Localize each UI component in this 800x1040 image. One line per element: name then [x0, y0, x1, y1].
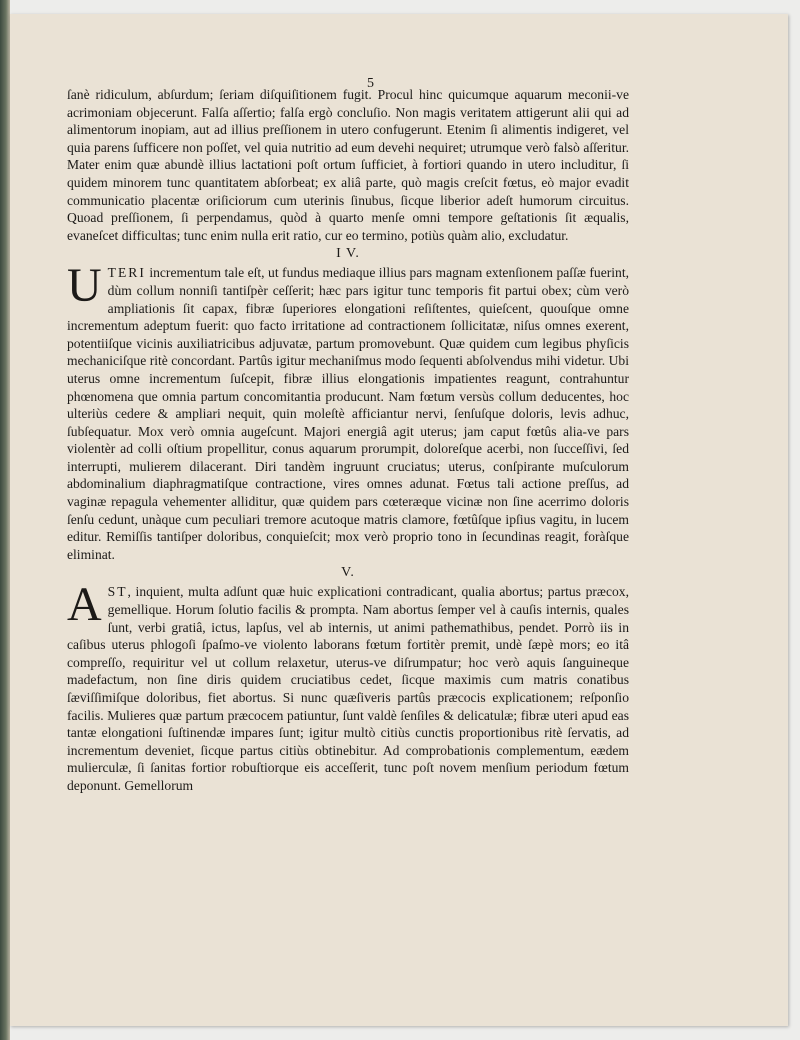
paragraph-intro: ſanè ridiculum, abſurdum; ſeriam diſquiſitionem fugit. Procul hinc quicumque aquarum meconii-ve acrimoniam objecerunt. Falſa aſſertio; falſa ergò concluſio. Non magis veritatem attigerunt alii qui ad alimentorum inopiam, aut ad illius preſſionem in utero confugerunt. Etenim ſi alimentis indigeret, vel quia parens ſufficere non poſſet, vel quia nutritio ad eum devehi nequiret; utrumque verò falsò aſſeritur. Mater enim quæ abundè illius lactationi poſt ortum ſufficiet, à fortiori quando in utero includitur, ſi quidem minorem tunc quantitatem abſorbeat; ex aliâ parte, quò magis creſcit fœtus, eò major evadit communicatio placentæ oriſiciorum cum uterinis ſinubus, ſicque liberior adeſt humorum circuitus. Quoad preſſionem, ſi perpendamus, quòd à quarto menſe omni tempore geſtationis ſit æqualis, evaneſcet difficultas; tunc enim nulla erit ratio, cur eo termino, potiùs quàm alio, excludatur. — [67, 87, 629, 243]
dropcap-u: U — [67, 259, 102, 313]
section-iv-body: incrementum tale eſt, ut fundus mediaque illius pars magnam extenſionem paſſæ fuerint, dùm collum nonniſi tantiſpèr ceſſerit; hæc pars igitur tunc temporis fit partui obex; cùm verò ampliationis ſit capax, fibræ ſuperiores elongationi reſiſtentes, quieſcent, quouſque omne incrementum adeptum fuerit: quo facto irritatione ad contractionem ſollicitatæ, niſus omnes exerent, potentiiſque vicinis auxiliatricibus adjuvatæ, partum promovebunt. Quæ quidem cum legibus phyſicis mechaniciſque ritè concordant. Partûs igitur mechaniſmus modo ſequenti abſolvendus mihi videtur. Ubi uterus omne incrementum ſuſcepit, fibræ illius elongationis impatientes reagunt, contrahuntur phœnomena que omnia partum concomitantia producunt. Nam fœtum versùs collum deducentes, hoc ulteriùs cedere & ampliari nequit, quin moleſtè afficiantur nervi, ſenſuſque doloris, levis adhuc, ſubſequatur. Mox verò omnia augeſcunt. Majori energiâ agit uterus; jam caput fœtûs alia-ve pars violentèr ad colli oſtium propellitur, conus aquarum prorumpit, doloreſque acerbi, non ſucceſſivi, ſed interrupti, mulierem dilacerant. Diri tandèm ingruunt cruciatus; uterus, conſpirante muſculorum abdominalium diaphragmatiſque contractione, vires omnes adunat. Fœtus tali actione preſſus, ad vaginæ repagula vehementer alliditur, quæ quidem pars cœteræque vicinæ non ſine acerrimo doloris ſenſu cedunt, unàque cum peculiari tremore acutoque matris clamore, fœtûſque ipſius vagitu, in lucem editur. Remiſſis tantiſper doloribus, conquieſcit; mox verò proprio tono in ſecundinas reagit, foràſque eliminat. — [67, 265, 629, 562]
dropcap-a: A — [67, 578, 102, 632]
section-heading-v: V. — [341, 565, 355, 581]
lead-word-iv: TERI — [107, 265, 146, 281]
section-v-text — [67, 578, 629, 794]
book-page — [10, 14, 788, 1026]
lead-word-v: ST — [107, 584, 128, 600]
page-content — [67, 86, 629, 795]
section-v-body: , inquient, multa adſunt quæ huic explicationi contradicant, qualia abortus; partus præcox, gemellique. Horum ſolutio facilis & prompta. Nam abortus ſemper vel à cauſis internis, quales ſunt, verbi gratiâ, ictus, lapſus, vel ab internis, ut animi pathemathibus, pendet. Porrò iis in caſibus uterus phlogoſi ſpaſmo-ve violento laborans fœtum fortitèr premit, undè ſæpè mors; eo itâ compreſſo, requiritur vel ut collum relaxetur, uterus-ve diſrumpatur; hoc verò aquis ſanguineque madefactum, non ſine diris quidem cruciatibus cedet, ſicque maximis cum matris conatibus ſæviſſimiſque doloribus, fiet abortus. Si nunc quæſiveris partûs præcocis explicationem; reſponſio facilis. Mulieres quæ partum præcocem patiuntur, ſunt valdè ſenſiles & delicatulæ; fibræ uteri apud eas tantæ elongationi ſuſtinendæ impares ſunt; igitur multò citiùs cunctis proportionibus ritè ſervatis, ad incrementum deveniet, ſicque partus citiùs obtinebitur. Ad comprobationis complementum, eædem mulierculæ, ſi ſanitas fortior robuſtiorque eis acceſſerit, tunc poſt novem menſium periodum fœtum deponunt. Gemellorum — [67, 584, 629, 793]
section-heading-iv: I V. — [336, 246, 360, 262]
page-number: 5 — [367, 76, 374, 91]
book-spine — [0, 0, 10, 1040]
section-iv-text — [67, 259, 629, 563]
